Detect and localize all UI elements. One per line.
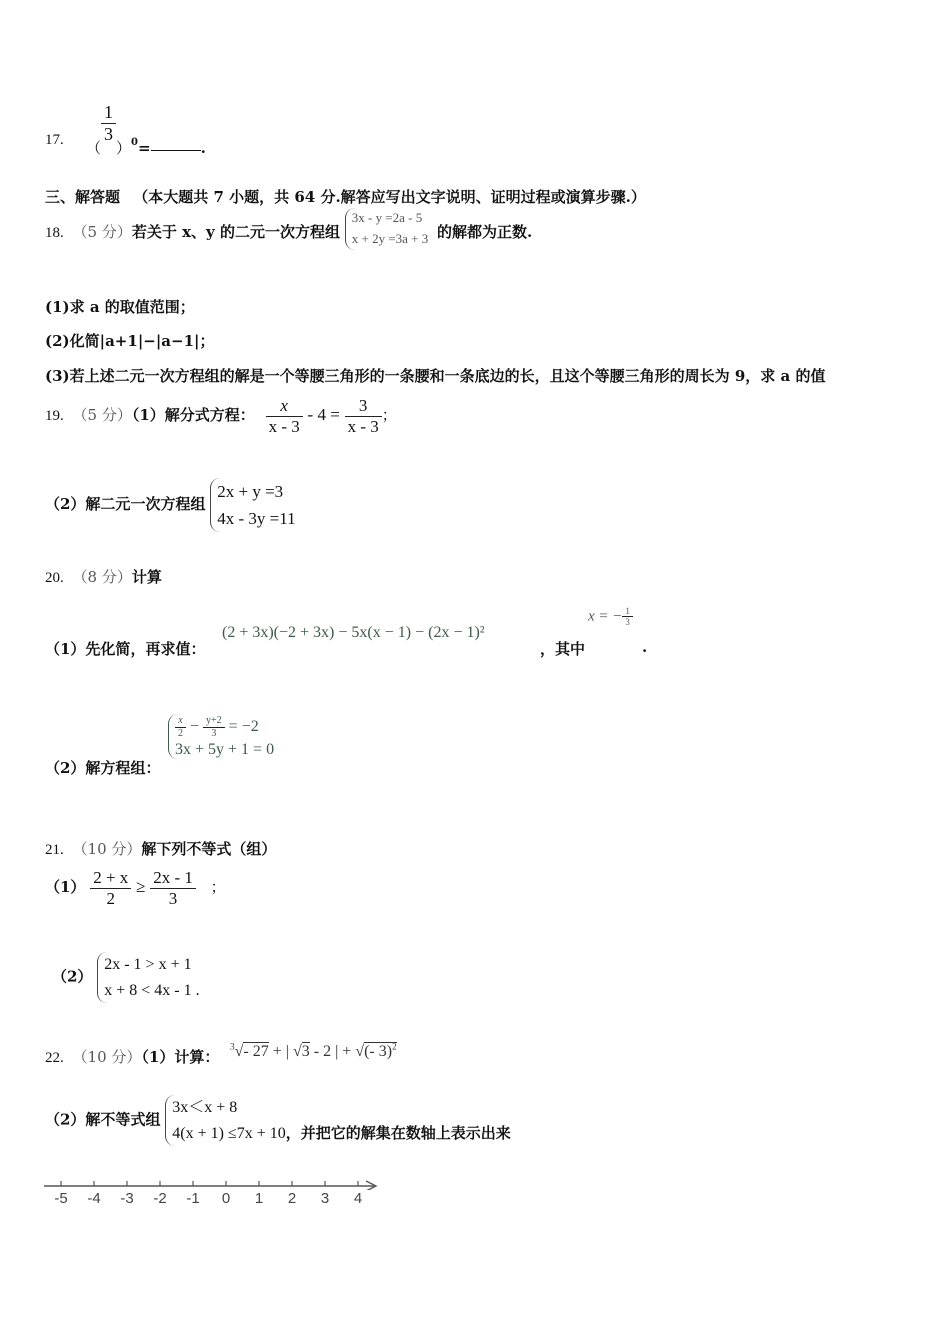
q20-expression: (2 + 3x)(−2 + 3x) − 5x(x − 1) − (2x − 1)²: [222, 624, 485, 641]
q22-expr-a: - 27: [243, 1043, 269, 1060]
q19-mid: - 4 =: [307, 405, 340, 425]
q18-line: [45, 208, 532, 250]
q19-eq1: 2x + y =3: [217, 482, 284, 501]
q19-part2-label: （2）解二元一次方程组: [45, 495, 206, 514]
q22-root2-icon: √: [292, 1043, 302, 1060]
q22-part2-end: ，并把它的解集在数轴上表示出来: [285, 1123, 511, 1142]
number-line-tick-label: 3: [320, 1190, 330, 1207]
q21-number: 21.: [45, 842, 64, 858]
q22-line: [45, 1040, 397, 1066]
q18-part3: (3)若上述二元一次方程组的解是一个等腰三角形的一条腰和一条底边的长，且这个等腰三角形的周长为 9，求 a 的值: [45, 367, 826, 385]
number-line-tick-label: 0: [221, 1190, 231, 1207]
q20-part1-label: （1）先化简，再求值：: [45, 640, 206, 658]
q19-fraction-2: [345, 396, 382, 436]
q20-system: [168, 714, 274, 759]
q20-part2-label: （2）解方程组：: [45, 759, 161, 777]
q20-x-den: 3: [625, 617, 630, 628]
q21-eq2: [104, 978, 199, 1004]
number-line-labels: [44, 1190, 384, 1210]
q22-part1-label: （1）计算：: [141, 1048, 220, 1066]
q17-end: .: [200, 139, 206, 158]
q21-f2-num: 2x - 1: [150, 868, 196, 889]
q20-eq1-frac-a: [175, 715, 186, 739]
q22-expr-exp: 2: [392, 1041, 397, 1052]
q20-eq1-rhs: = −2: [228, 718, 259, 735]
q17-equals: =: [138, 139, 151, 158]
q21-f1-num: 2 + x: [90, 868, 131, 889]
section3-header: [45, 186, 646, 207]
q21-header: [45, 838, 276, 859]
q21-system: [97, 952, 199, 1003]
q20-header: [45, 566, 162, 587]
q20-x-num: 1: [622, 606, 633, 617]
q18-text-before: 若关于 x、y 的二元一次方程组: [131, 222, 340, 241]
q20-eq1: [175, 714, 274, 740]
q18-eq2: x + 2y =3a + 3: [351, 230, 429, 246]
q21-eq1: 2x - 1 > x + 1: [104, 956, 192, 973]
q20-x-eq: x = −: [588, 608, 623, 625]
q19-line: [45, 396, 397, 436]
number-line-tick-label: -1: [186, 1190, 200, 1207]
q21-fraction-1: [90, 868, 131, 908]
q19-system: [210, 478, 295, 532]
q22-root3-icon: √: [355, 1043, 365, 1060]
q22-expr-d-wrap: [364, 1042, 396, 1060]
q17-expression: [86, 102, 206, 158]
q21-part2: [52, 952, 200, 1003]
q19-f2-den: x - 3: [347, 416, 379, 436]
q20-eq1-minus: −: [190, 718, 200, 735]
q19-eq2: 4x - 3y =11: [217, 509, 296, 529]
q20-eq1-frac-b: [203, 715, 225, 739]
q18-eq1: 3x - y =2a - 5: [351, 210, 423, 225]
q20-x-fraction: [622, 606, 633, 628]
q21-fraction-2: [150, 868, 196, 908]
q22-root-index: 3: [230, 1041, 235, 1052]
q21-part1-label: （1）: [45, 878, 86, 897]
q21-part1: [45, 868, 226, 908]
q22-expr-plus1: + |: [272, 1043, 289, 1060]
number-line-tick-label: -5: [54, 1190, 68, 1207]
q21-f2-den: 3: [168, 888, 178, 908]
number-line-tick-label: -2: [153, 1190, 167, 1207]
q19-part1-end: ；: [381, 406, 397, 425]
q19-fraction-1: [266, 396, 303, 436]
q19-f1-den: x - 3: [268, 416, 300, 436]
q17-frac-num: 1: [101, 102, 116, 124]
section3-title: 三、解答题: [45, 188, 121, 206]
q17-rparen: ）: [116, 139, 132, 158]
number-line-tick-label: 1: [254, 1190, 264, 1207]
q22-part2-label: （2）解不等式组: [45, 1110, 161, 1129]
q22-score: （10 分）: [72, 1048, 142, 1066]
q20-title: 计算: [131, 568, 162, 586]
q22-expr-d: (- 3): [364, 1043, 393, 1060]
q21-ge: ≥: [136, 877, 146, 897]
q20-eq1-b-num: y+2: [203, 715, 225, 728]
q18-system: [345, 208, 429, 250]
q20-system-brace: [168, 714, 274, 759]
q21-eq2-text: x + 8 < 4x - 1: [104, 981, 192, 999]
q18-number: 18.: [45, 224, 64, 241]
q20-score: （8 分）: [72, 568, 132, 586]
number-line-tick-label: -4: [87, 1190, 101, 1207]
q17-frac-den: 3: [104, 123, 114, 144]
q20-eq1-a-den: 2: [178, 727, 183, 739]
q17-lparen: （: [86, 139, 102, 158]
q20-where: ，其中: [540, 640, 586, 658]
q18-part1: (1)求 a 的取值范围；: [45, 298, 195, 316]
q22-eq2: [172, 1121, 511, 1147]
q17-exponent: 0: [131, 137, 138, 149]
q22-part2: [45, 1095, 511, 1146]
q22-root1-icon: √: [234, 1043, 244, 1060]
number-line-tick-label: 2: [287, 1190, 297, 1207]
q18-score: （5 分）: [72, 222, 132, 241]
section3-note: （本大题共 7 小题，共 64 分.解答应写出文字说明、证明过程或演算步骤.）: [133, 188, 646, 206]
q20-eq1-b-den: 3: [211, 727, 217, 739]
q22-expr-b: 3: [301, 1043, 310, 1060]
q20-part1-end: .: [642, 638, 648, 656]
q21-part1-end: ；: [210, 878, 226, 897]
q19-f1-num: x: [266, 396, 303, 417]
q22-expression: [230, 1043, 396, 1060]
q17-answer-blank: [151, 138, 201, 151]
q17-fraction: [101, 102, 116, 144]
q19-number: 19.: [45, 408, 64, 425]
number-line: [44, 1178, 384, 1212]
number-line-tick-label: 4: [353, 1190, 363, 1207]
number-line-axis: [44, 1178, 384, 1190]
q18-text-after: 的解都为正数.: [437, 222, 533, 241]
q19-score: （5 分）: [72, 406, 132, 425]
q21-part2-end: .: [195, 981, 200, 999]
q19-part2: [45, 478, 296, 532]
q22-expr-c: - 2 | +: [313, 1043, 352, 1060]
q21-title: 解下列不等式（组）: [141, 840, 277, 858]
q22-number: 22.: [45, 1050, 64, 1066]
q17: [45, 100, 64, 148]
q17-number: 17.: [45, 132, 64, 148]
q22-eq2-text: 4(x + 1) ≤7x + 10: [172, 1124, 286, 1142]
q19-part1-label: （1）解分式方程：: [131, 406, 255, 425]
q21-score: （10 分）: [72, 840, 142, 858]
number-line-tick-label: -3: [120, 1190, 134, 1207]
q20-x-value: [588, 606, 633, 628]
q21-f1-den: 2: [106, 888, 116, 908]
q21-part2-label: （2）: [52, 967, 93, 986]
q20-eq1-a-num: x: [175, 715, 186, 728]
q20-number: 20.: [45, 570, 64, 586]
q18-part2: (2)化简|a+1|−|a−1|；: [45, 332, 215, 350]
q22-eq1: 3x＜x + 8: [172, 1099, 238, 1116]
q22-system: [165, 1095, 511, 1146]
q19-f2-num: 3: [345, 396, 382, 417]
q20-eq2: 3x + 5y + 1 = 0: [175, 740, 275, 758]
